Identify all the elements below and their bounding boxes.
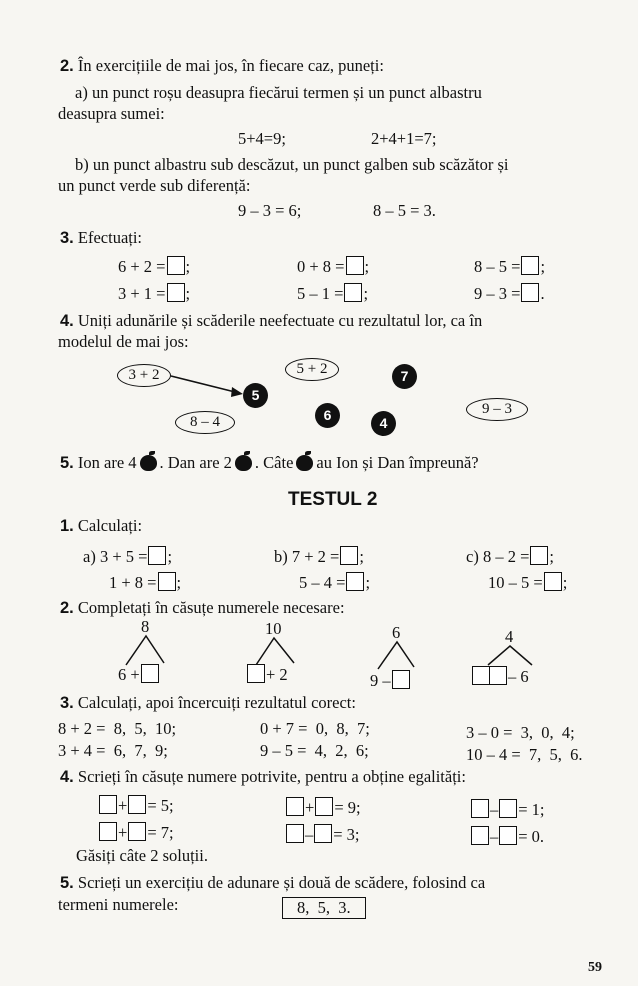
ex5-number: 5. (60, 454, 74, 472)
dot-result-4[interactable]: 4 (371, 411, 396, 436)
t2-ex3-r2-c3[interactable]: 10 – 4 = 7, 5, 6. (466, 745, 583, 764)
expr: 3 + 5 = (99, 547, 148, 566)
answer-box[interactable] (99, 795, 117, 814)
expr: 7 + 2 = (291, 547, 340, 566)
t2-ex1-b-r2: 5 – 4 = ; (299, 573, 371, 592)
answer-box[interactable] (392, 670, 410, 689)
t2-ex1-text: Calculați: (77, 516, 143, 535)
answer-box[interactable] (286, 797, 304, 816)
t2-ex1-number: 1. (60, 517, 74, 535)
punct: ; (363, 284, 369, 303)
expr: 1 + 8 = (109, 573, 157, 592)
eq: = 1; (518, 800, 545, 819)
t2-ex4-r1-c3 (470, 799, 545, 819)
t2-ex3-r1-c1[interactable]: 8 + 2 = 8, 5, 10; (58, 719, 177, 738)
expr: 5 – 4 = (299, 573, 346, 592)
test2-title: TESTUL 2 (288, 489, 378, 510)
eq: = 0. (518, 827, 545, 846)
tree4-bottom (471, 666, 529, 686)
t2-ex4-r1-c1 (98, 795, 174, 815)
answer-box[interactable] (471, 799, 489, 818)
ex2-a-line2: deasupra sumei: (58, 104, 165, 123)
answer-box[interactable] (286, 824, 304, 843)
answer-box[interactable] (315, 797, 333, 816)
t2-ex4-hint: Găsiți câte 2 soluții. (76, 846, 208, 865)
tree1-top: 8 (141, 617, 150, 636)
tree2-bottom (246, 664, 288, 684)
t2-ex5-line1 (60, 874, 485, 892)
t2-ex4-number: 4. (60, 768, 74, 786)
eq: = 7; (147, 823, 174, 842)
answer-box[interactable] (499, 826, 517, 845)
tree2-top: 10 (265, 619, 282, 638)
dot-result-5[interactable]: 5 (243, 383, 268, 408)
punct: ; (364, 257, 370, 276)
answer-box[interactable] (489, 666, 507, 685)
op: + (305, 798, 315, 817)
label-a: a) (83, 547, 96, 566)
t2-ex2-number: 2. (60, 599, 74, 617)
expr: 10 – 5 = (488, 573, 543, 592)
oval-expr-9-minus-3[interactable]: 9 – 3 (466, 398, 528, 421)
t2-ex4-r2-c3 (470, 826, 544, 846)
t2-ex4-text: Scrieți în căsuțe numere potrivite, pentru a obține egalități: (77, 767, 466, 786)
ex2-eq3: 9 – 3 = 6; (238, 201, 302, 220)
t2-ex1-c-r2: 10 – 5 = ; (488, 573, 568, 592)
eq: = 5; (147, 796, 174, 815)
eq: = 3; (333, 825, 360, 844)
answer-box[interactable] (471, 826, 489, 845)
dot-result-7[interactable]: 7 (392, 364, 417, 389)
t2-ex2-text: Completați în căsuțe numerele necesare: (77, 598, 345, 617)
dot-result-6[interactable]: 6 (315, 403, 340, 428)
ex3-expr: 0 + 8 = (297, 257, 345, 276)
t2-ex5-line2: termeni numerele: (58, 895, 179, 914)
eq: = 9; (334, 798, 361, 817)
tree-text: + 2 (266, 665, 288, 684)
ex2-b-line2: un punct verde sub diferență: (58, 176, 251, 195)
ex3-expr: 5 – 1 = (297, 284, 344, 303)
ex4-text-1: Uniți adunările și scăderile neefectuate cu rezultatul lor, ca în (77, 311, 483, 330)
answer-box[interactable] (314, 824, 332, 843)
ex3-expr: 3 + 1 = (118, 284, 166, 303)
t2-ex3-number: 3. (60, 694, 74, 712)
label-b: b) (274, 547, 288, 566)
answer-box[interactable] (472, 666, 490, 685)
ex4-line2: modelul de mai jos: (58, 332, 189, 351)
punct: ; (540, 257, 546, 276)
t2-ex5-text: Scrieți un exercițiu de adunare și două de scădere, folosind ca (77, 873, 486, 892)
answer-box[interactable] (247, 664, 265, 683)
op: – (490, 800, 499, 819)
ex2-number: 2. (60, 57, 74, 75)
t2-ex4-r2-c2 (285, 824, 360, 844)
punct: . (540, 284, 545, 303)
punct: ; (185, 257, 191, 276)
ex5-part4: au Ion și Dan împreună? (316, 453, 479, 472)
oval-expr-8-minus-4[interactable]: 8 – 4 (175, 411, 235, 434)
ex3-expr: 6 + 2 = (118, 257, 166, 276)
t2-ex4-heading (60, 768, 466, 786)
expr: 8 – 2 = (482, 547, 530, 566)
tree3-top: 6 (392, 623, 401, 642)
ex2-b-line1: b) un punct albastru sub descăzut, un punct galben sub scăzător și (75, 155, 509, 174)
t2-ex3-heading (60, 694, 356, 712)
ex2-text: În exercițiile de mai jos, în fiecare caz, puneți: (77, 56, 384, 75)
ex3-expr: 9 – 3 = (474, 284, 521, 303)
oval-expr-3-plus-2[interactable]: 3 + 2 (117, 364, 171, 387)
ex3-number: 3. (60, 229, 74, 247)
ex2-eq1: 5+4=9; (238, 129, 286, 148)
op: – (305, 825, 314, 844)
answer-box[interactable] (141, 664, 159, 683)
t2-ex1-b-r1: b) 7 + 2 = ; (274, 547, 364, 566)
tree-text: 6 + (118, 665, 140, 684)
answer-box[interactable] (99, 822, 117, 841)
ex5-part3: . Câte (254, 453, 294, 472)
label-c: c) (466, 547, 479, 566)
tree1-bottom (118, 664, 160, 684)
tree-text: – 6 (508, 667, 529, 686)
t2-ex3-r1-c3[interactable]: 3 – 0 = 3, 0, 4; (466, 723, 575, 742)
answer-box[interactable] (499, 799, 517, 818)
t2-ex1-a-r2: 1 + 8 = ; (109, 573, 182, 592)
ex3-expr: 8 – 5 = (474, 257, 521, 276)
t2-ex1-c-r1: c) 8 – 2 = ; (466, 547, 554, 566)
t2-ex3-text: Calculați, apoi încercuiți rezultatul corect: (77, 693, 356, 712)
t2-ex1-a-r1: a) 3 + 5 = ; (83, 547, 173, 566)
t2-ex5-number: 5. (60, 874, 74, 892)
answer-box[interactable] (128, 795, 146, 814)
op: + (118, 796, 128, 815)
t2-ex4-r2-c1 (98, 822, 174, 842)
page-number: 59 (588, 960, 602, 975)
ex3-text: Efectuați: (77, 228, 143, 247)
ex5-part1: Ion are 4 (77, 453, 137, 472)
op: – (490, 827, 499, 846)
oval-expr-5-plus-2[interactable]: 5 + 2 (285, 358, 339, 381)
t2-ex3-r1-c2[interactable]: 0 + 7 = 0, 8, 7; (260, 719, 370, 738)
ex5-part2: . Dan are 2 (159, 453, 232, 472)
op: + (118, 823, 128, 842)
ex2-eq4: 8 – 5 = 3. (373, 201, 436, 220)
punct: ; (185, 284, 191, 303)
t2-ex5-numbers-box: 8, 5, 3. (282, 897, 366, 919)
tree3-bottom (370, 670, 411, 690)
ex2-eq2: 2+4+1=7; (371, 129, 437, 148)
tree-text: 9 – (370, 671, 391, 690)
t2-ex3-r2-c2[interactable]: 9 – 5 = 4, 2, 6; (260, 741, 369, 760)
t2-ex4-r1-c2 (285, 797, 361, 817)
ex2-a-line1: a) un punct roșu deasupra fiecărui termen și un punct albastru (75, 83, 482, 102)
tree4-top: 4 (505, 627, 514, 646)
answer-box[interactable] (128, 822, 146, 841)
t2-ex3-r2-c1[interactable]: 3 + 4 = 6, 7, 9; (58, 741, 168, 760)
ex4-number: 4. (60, 312, 74, 330)
